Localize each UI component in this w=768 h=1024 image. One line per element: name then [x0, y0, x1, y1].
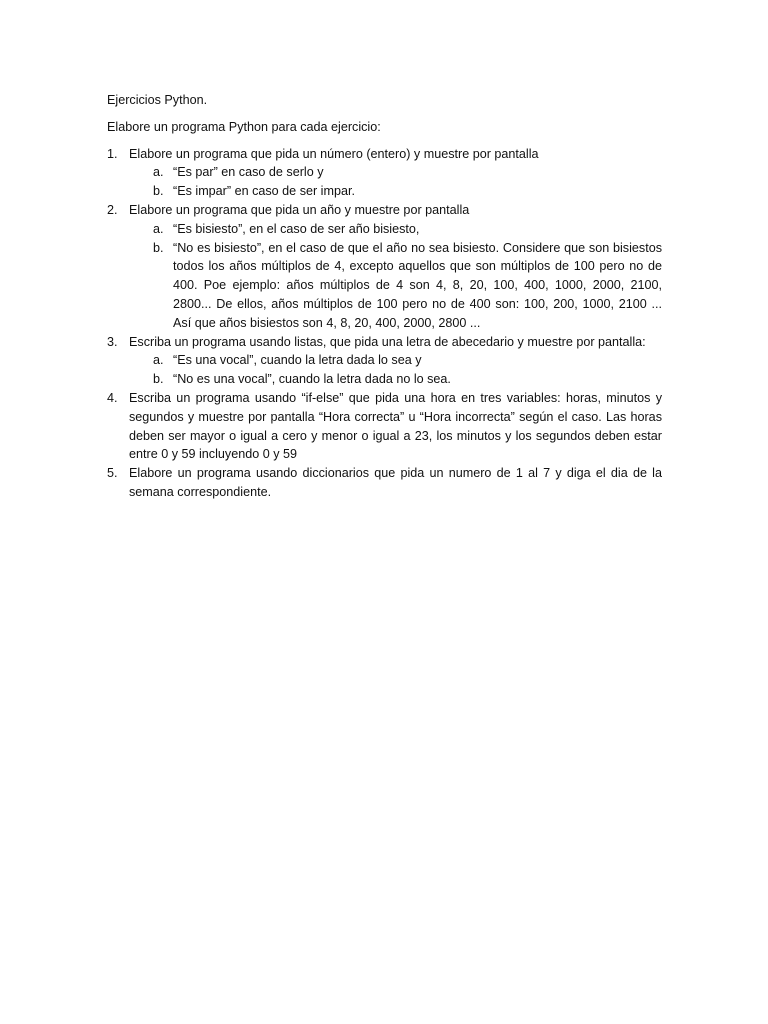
subitem: [129, 239, 662, 333]
subitem-letter: b.: [153, 372, 164, 387]
exercise-text: Escriba un programa usando “if-else” que pida una hora en tres variables: horas, minutos y segundos y muestre por pantalla “Hora correcta” u “Hora incorrecta” según el caso. Las horas deben ser mayor o igual a cero y menor o igual a 23, los minutos y los segundos deben estar entre 0 y 59 incluyendo 0 y 59: [129, 390, 662, 462]
subitem: [129, 220, 662, 239]
subitem: [129, 163, 662, 182]
subitem-list: [129, 163, 662, 201]
exercise-list: [107, 145, 662, 502]
subitem-text: “Es una vocal”, cuando la letra dada lo sea y: [173, 353, 422, 368]
exercise-number: 3.: [107, 334, 118, 349]
exercise-item: [107, 464, 662, 502]
subitem-letter: b.: [153, 184, 164, 199]
document-title: Ejercicios Python.: [107, 93, 208, 107]
subitem: [129, 370, 662, 389]
exercise-number: 2.: [107, 202, 118, 217]
subitem-text: “Es bisiesto”, en el caso de ser año bisiesto,: [173, 221, 420, 236]
subitem: [129, 182, 662, 201]
exercise-item: [107, 333, 662, 389]
exercise-item: [107, 389, 662, 464]
subitem-letter: b.: [153, 240, 164, 255]
exercise-item: [107, 201, 662, 333]
exercise-text: Escriba un programa usando listas, que pida una letra de abecedario y muestre por pantalla:: [129, 334, 646, 349]
exercise-text: Elabore un programa usando diccionarios que pida un numero de 1 al 7 y diga el dia de la semana correspondiente.: [129, 466, 662, 499]
exercise-number: 5.: [107, 466, 118, 481]
subitem-letter: a.: [153, 353, 164, 368]
exercise-text: Elabore un programa que pida un año y muestre por pantalla: [129, 202, 470, 217]
document-intro: Elabore un programa Python para cada ejercicio:: [107, 119, 381, 134]
subitem-text: “No es una vocal”, cuando la letra dada no lo sea.: [173, 372, 451, 387]
subitem-text: “Es impar” en caso de ser impar.: [173, 184, 355, 199]
exercise-number: 1.: [107, 146, 118, 161]
subitem-letter: a.: [153, 165, 164, 180]
subitem-list: [129, 220, 662, 333]
subitem-letter: a.: [153, 221, 164, 236]
subitem: [129, 351, 662, 370]
exercise-text: Elabore un programa que pida un número (entero) y muestre por pantalla: [129, 146, 539, 161]
exercise-number: 4.: [107, 390, 118, 405]
exercise-item: [107, 145, 662, 201]
subitem-text: “No es bisiesto”, en el caso de que el año no sea bisiesto. Considere que son bisiestos todos los años múltiplos de 4, excepto aquellos que son múltiplos de 100 pero no de 400. Poe ejemplo: años múltiplos de 4 son 4, 8, 20, 100, 400, 1000, 2000, 2100, 2800... De ellos, años múltiplos de 100 pero no de 400 son: 100, 200, 1000, 2100 ... Así que años bisiestos son 4, 8, 20, 400, 2000, 2800 ...: [173, 240, 662, 330]
subitem-text: “Es par” en caso de serlo y: [173, 165, 324, 180]
subitem-list: [129, 351, 662, 389]
document-page: [107, 91, 662, 502]
